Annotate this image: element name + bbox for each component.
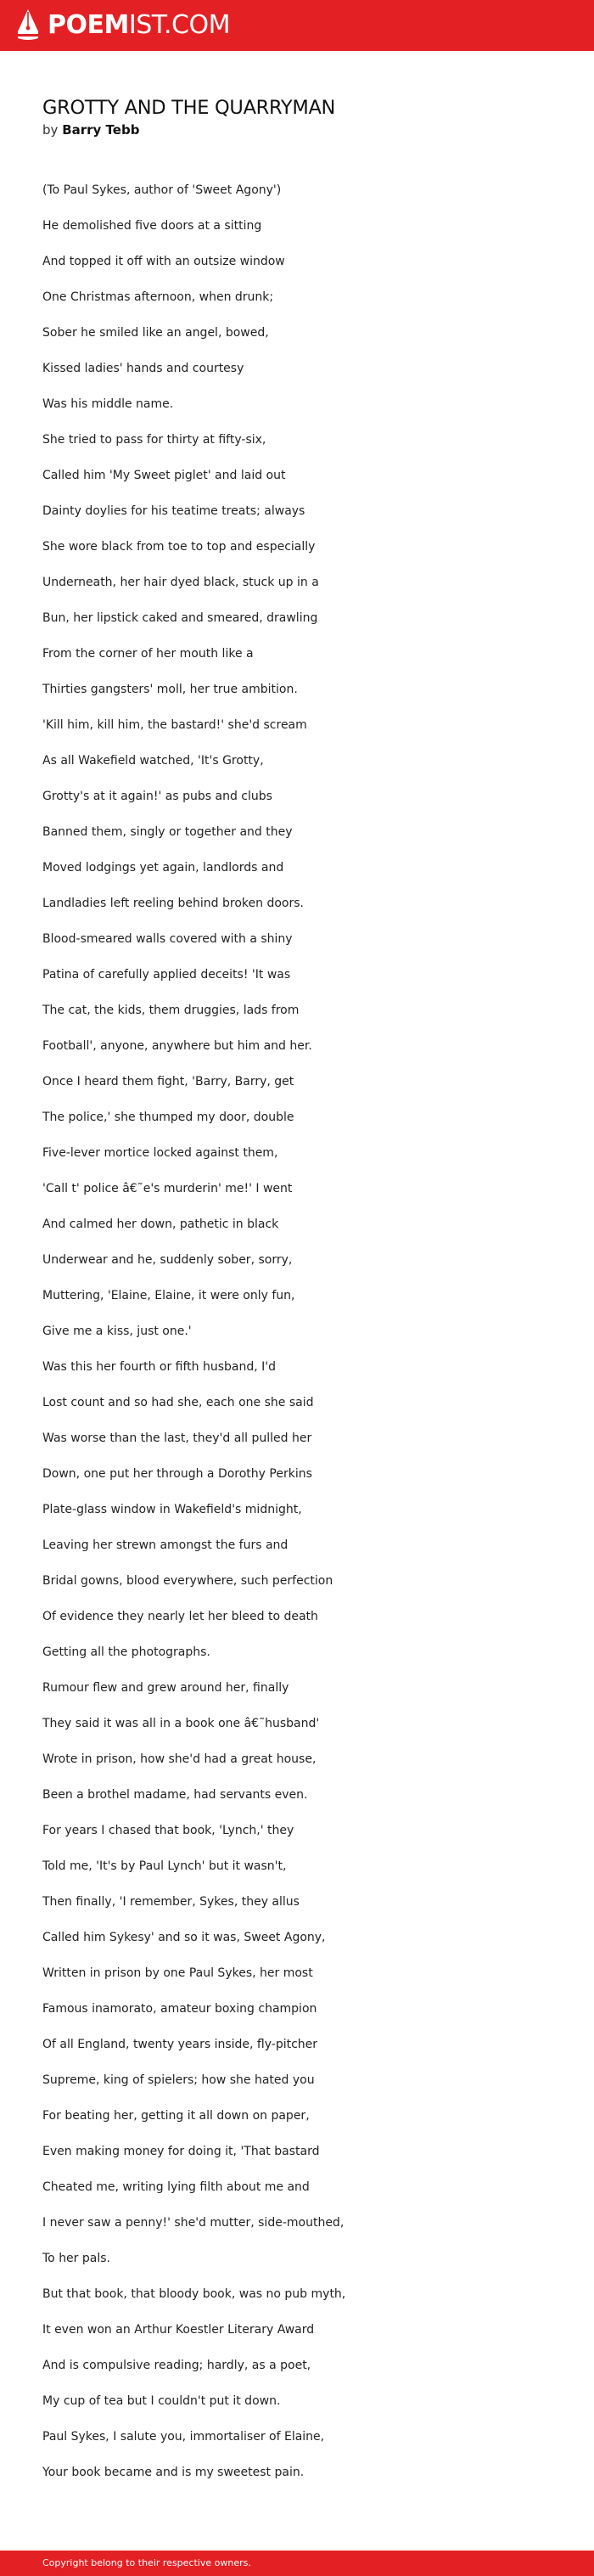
poem-line: Dainty doylies for his teatime treats; always bbox=[42, 504, 305, 518]
poem-line: Blood-smeared walls covered with a shiny bbox=[42, 932, 293, 946]
poem-line: Cheated me, writing lying filth about me and bbox=[42, 2180, 310, 2194]
poem-line: Supreme, king of spielers; how she hated you bbox=[42, 2073, 315, 2087]
poem-line: Paul Sykes, I salute you, immortaliser of Elaine, bbox=[42, 2430, 325, 2444]
poem-line: Even making money for doing it, 'That bastard bbox=[42, 2145, 320, 2158]
poem-line: And topped it off with an outsize window bbox=[42, 255, 285, 268]
poem-line: She wore black from toe to top and especially bbox=[42, 540, 316, 554]
poem-line: Moved lodgings yet again, landlords and bbox=[42, 861, 284, 875]
poem-line: I never saw a penny!' she'd mutter, side-mouthed, bbox=[42, 2216, 345, 2230]
poem-line: They said it was all in a book one â€˜husband' bbox=[42, 1717, 320, 1730]
poem-line: Then finally, 'I remember, Sykes, they allus bbox=[42, 1895, 300, 1909]
poem-line: From the corner of her mouth like a bbox=[42, 647, 254, 661]
poem-line: Lost count and so had she, each one she said bbox=[42, 1396, 314, 1409]
poem-line: My cup of tea but I couldn't put it down. bbox=[42, 2394, 281, 2408]
poem-line: The cat, the kids, them druggies, lads from bbox=[42, 1004, 300, 1017]
poem-header bbox=[42, 95, 552, 139]
poem-body bbox=[42, 181, 569, 2499]
site-logo-text bbox=[48, 8, 230, 42]
poem-line: Underwear and he, suddenly sober, sorry, bbox=[42, 1253, 293, 1267]
poem-line: Was worse than the last, they'd all pulled her bbox=[42, 1431, 312, 1445]
site-footer bbox=[0, 2551, 594, 2576]
poem-line: Was his middle name. bbox=[42, 397, 174, 411]
pen-nib-icon bbox=[17, 8, 39, 42]
poem-line: It even won an Arthur Koestler Literary Award bbox=[42, 2323, 315, 2337]
poem-line: Rumour flew and grew around her, finally bbox=[42, 1681, 289, 1695]
poem-line: (To Paul Sykes, author of 'Sweet Agony') bbox=[42, 183, 282, 197]
poem-line: And is compulsive reading; hardly, as a poet, bbox=[42, 2359, 311, 2372]
poem-line: Bridal gowns, blood everywhere, such perfection bbox=[42, 1574, 333, 1588]
poem-line: Landladies left reeling behind broken doors. bbox=[42, 897, 304, 910]
poem-line: Leaving her strewn amongst the furs and bbox=[42, 1538, 289, 1552]
poem-line: 'Kill him, kill him, the bastard!' she'd scream bbox=[42, 718, 307, 732]
poem-line: One Christmas afternoon, when drunk; bbox=[42, 290, 274, 304]
poem-line: Muttering, 'Elaine, Elaine, it were only fun, bbox=[42, 1289, 295, 1302]
copyright-notice: Copyright belong to their respective owners. bbox=[42, 2557, 251, 2568]
logo-light-text: IST.COM bbox=[128, 10, 230, 40]
poem-line: Of all England, twenty years inside, fly-pitcher bbox=[42, 2038, 318, 2051]
poem-line: Thirties gangsters' moll, her true ambition. bbox=[42, 683, 298, 696]
poem-title: GROTTY AND THE QUARRYMAN bbox=[42, 97, 336, 119]
poem-line: He demolished five doors at a sitting bbox=[42, 219, 262, 233]
poem-line: Give me a kiss, just one.' bbox=[42, 1325, 192, 1338]
poem-line: Written in prison by one Paul Sykes, her most bbox=[42, 1966, 313, 1980]
poem-line: Five-lever mortice locked against them, bbox=[42, 1146, 278, 1160]
poem-line: But that book, that bloody book, was no pub myth, bbox=[42, 2287, 346, 2301]
site-logo[interactable] bbox=[17, 8, 230, 42]
poem-line: Told me, 'It's by Paul Lynch' but it wasn't, bbox=[42, 1859, 287, 1873]
poem-line: Once I heard them fight, 'Barry, Barry, get bbox=[42, 1075, 294, 1088]
poem-line: Bun, her lipstick caked and smeared, drawling bbox=[42, 611, 318, 625]
poem-line: Patina of carefully applied deceits! 'It was bbox=[42, 968, 291, 981]
poem-line: Plate-glass window in Wakefield's midnight, bbox=[42, 1503, 302, 1516]
poem-line: Kissed ladies' hands and courtesy bbox=[42, 362, 244, 375]
poem-line: Wrote in prison, how she'd had a great house, bbox=[42, 1752, 317, 1766]
poem-line: As all Wakefield watched, 'It's Grotty, bbox=[42, 754, 264, 768]
site-header bbox=[0, 0, 594, 51]
poem-line: For beating her, getting it all down on paper, bbox=[42, 2109, 310, 2123]
poem-line: The police,' she thumped my door, double bbox=[42, 1111, 294, 1124]
poem-line: Down, one put her through a Dorothy Perkins bbox=[42, 1467, 312, 1481]
poem-line: Sober he smiled like an angel, bowed, bbox=[42, 326, 269, 340]
poem-line: Football', anyone, anywhere but him and her. bbox=[42, 1039, 312, 1053]
poem-line: Was this her fourth or fifth husband, I'd bbox=[42, 1360, 277, 1374]
poem-line: 'Call t' police â€˜e's murderin' me!' I went bbox=[42, 1182, 293, 1195]
poem-line: Of evidence they nearly let her bleed to death bbox=[42, 1610, 318, 1623]
logo-strong-text: POEM bbox=[48, 10, 129, 40]
by-word: by bbox=[42, 122, 59, 138]
poem-line: Been a brothel madame, had servants even. bbox=[42, 1788, 308, 1802]
poem-line: Getting all the photographs. bbox=[42, 1645, 210, 1659]
poem-line: Your book became and is my sweetest pain. bbox=[42, 2466, 305, 2479]
poem-line: Called him Sykesy' and so it was, Sweet Agony, bbox=[42, 1931, 326, 1944]
poem-line: Called him 'My Sweet piglet' and laid out bbox=[42, 469, 286, 482]
poem-line: She tried to pass for thirty at fifty-six, bbox=[42, 433, 266, 447]
author-name[interactable]: Barry Tebb bbox=[62, 122, 140, 138]
poem-line: And calmed her down, pathetic in black bbox=[42, 1218, 279, 1231]
poem-line: To her pals. bbox=[42, 2252, 110, 2265]
poem-line: For years I chased that book, 'Lynch,' they bbox=[42, 1824, 294, 1837]
poem-line: Grotty's at it again!' as pubs and clubs bbox=[42, 790, 272, 803]
poem-line: Famous inamorato, amateur boxing champion bbox=[42, 2002, 317, 2016]
poem-line: Banned them, singly or together and they bbox=[42, 825, 293, 839]
poem-line: Underneath, her hair dyed black, stuck up in a bbox=[42, 576, 319, 589]
poem-byline bbox=[42, 121, 552, 139]
